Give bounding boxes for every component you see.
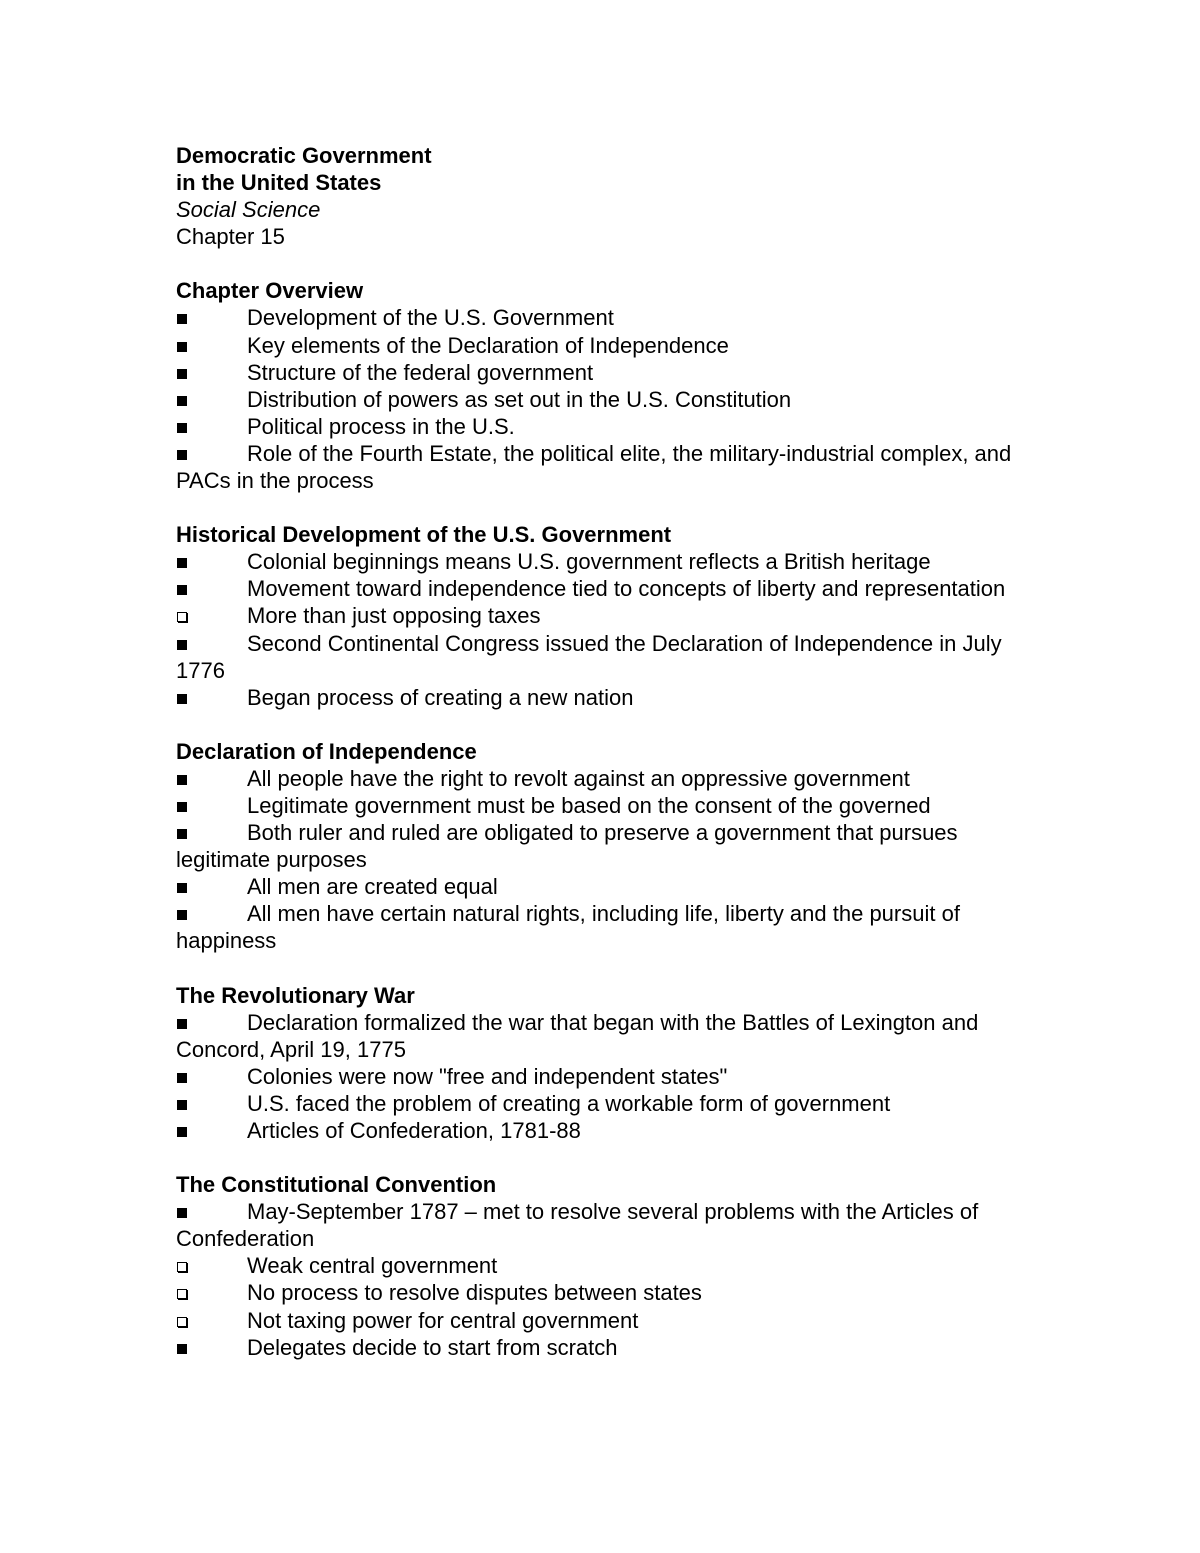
section-heading: The Constitutional Convention — [176, 1172, 497, 1198]
list-item-text: U.S. faced the problem of creating a workable form of government — [247, 1090, 891, 1116]
list-item — [176, 900, 1036, 954]
document-page — [176, 142, 1036, 1361]
bullet-icon — [176, 1117, 247, 1144]
filled-square-bullet-icon — [177, 802, 187, 812]
list-item — [176, 332, 1036, 359]
list-item-text: Structure of the federal government — [247, 359, 594, 385]
bullet-icon — [176, 1252, 247, 1279]
bullet-icon — [176, 900, 247, 927]
list-item — [176, 1090, 1036, 1117]
document-subject: Social Science — [176, 197, 321, 223]
hollow-square-bullet-icon — [177, 612, 187, 622]
section — [176, 521, 1036, 711]
section-heading: Declaration of Independence — [176, 738, 477, 764]
list-item-text: All men are created equal — [247, 874, 498, 900]
list-item — [176, 304, 1036, 331]
list-item-text: Delegates decide to start from scratch — [247, 1334, 618, 1360]
hollow-square-bullet-icon — [177, 1262, 187, 1272]
list-item-text: Legitimate government must be based on the consent of the governed — [247, 792, 931, 818]
list-item — [176, 1252, 1036, 1279]
filled-square-bullet-icon — [177, 314, 187, 324]
bullet-icon — [176, 765, 247, 792]
filled-square-bullet-icon — [177, 369, 187, 379]
filled-square-bullet-icon — [177, 396, 187, 406]
list-item-text: No process to resolve disputes between states — [247, 1280, 702, 1306]
bullet-icon — [176, 602, 247, 629]
section-heading: Chapter Overview — [176, 278, 364, 304]
list-item — [176, 548, 1036, 575]
list-item-text: Second Continental Congress issued the Declaration of Independence in July 1776 — [176, 630, 1002, 683]
list-item-text: May-September 1787 – met to resolve several problems with the Articles of Confederation — [176, 1199, 979, 1252]
bullet-icon — [176, 440, 247, 467]
bullet-icon — [176, 548, 247, 575]
list-item-text: Declaration formalized the war that began with the Battles of Lexington and Concord, April 19, 1775 — [176, 1009, 979, 1062]
list-item — [176, 359, 1036, 386]
list-item-text: Colonial beginnings means U.S. government reflects a British heritage — [247, 549, 931, 575]
list-item — [176, 819, 1036, 873]
list-item — [176, 575, 1036, 602]
list-item-text: Both ruler and ruled are obligated to preserve a government that pursues legitimate purposes — [176, 820, 958, 873]
list-item-text: Political process in the U.S. — [247, 413, 515, 439]
bullet-icon — [176, 386, 247, 413]
list-item — [176, 1334, 1036, 1361]
list-item-text: More than just opposing taxes — [247, 603, 541, 629]
list-item — [176, 1307, 1036, 1334]
bullet-icon — [176, 630, 247, 657]
list-item — [176, 792, 1036, 819]
list-item — [176, 873, 1036, 900]
hollow-square-bullet-icon — [177, 1317, 187, 1327]
bullet-icon — [176, 575, 247, 602]
bullet-icon — [176, 684, 247, 711]
filled-square-bullet-icon — [177, 829, 187, 839]
list-item — [176, 386, 1036, 413]
bullet-icon — [176, 332, 247, 359]
bullet-icon — [176, 1279, 247, 1306]
document-title-line-2: in the United States — [176, 170, 382, 196]
filled-square-bullet-icon — [177, 558, 187, 568]
list-item — [176, 413, 1036, 440]
bullet-icon — [176, 359, 247, 386]
filled-square-bullet-icon — [177, 585, 187, 595]
hollow-square-bullet-icon — [177, 1289, 187, 1299]
list-item — [176, 602, 1036, 629]
filled-square-bullet-icon — [177, 342, 187, 352]
bullet-icon — [176, 413, 247, 440]
list-item-text: Articles of Confederation, 1781-88 — [247, 1118, 581, 1143]
list-item — [176, 1117, 1036, 1144]
filled-square-bullet-icon — [177, 1073, 187, 1083]
list-item — [176, 440, 1036, 494]
list-item-text: Role of the Fourth Estate, the political elite, the military-industrial complex, and PACs in the process — [176, 440, 1012, 494]
filled-square-bullet-icon — [177, 1127, 187, 1137]
list-item — [176, 1198, 1036, 1252]
document-chapter: Chapter 15 — [176, 224, 285, 250]
filled-square-bullet-icon — [177, 1208, 187, 1218]
sections-container — [176, 277, 1036, 1360]
document-title-line-1: Democratic Government — [176, 143, 432, 168]
list-item-text: All men have certain natural rights, including life, liberty and the pursuit of happiness — [176, 901, 960, 954]
bullet-icon — [176, 1198, 247, 1225]
bullet-icon — [176, 873, 247, 900]
filled-square-bullet-icon — [177, 450, 187, 460]
list-item — [176, 1009, 1036, 1063]
bullet-icon — [176, 819, 247, 846]
list-item-text: Key elements of the Declaration of Independence — [247, 332, 729, 358]
list-item — [176, 765, 1036, 792]
list-item — [176, 1063, 1036, 1090]
section — [176, 1171, 1036, 1361]
filled-square-bullet-icon — [177, 1100, 187, 1110]
filled-square-bullet-icon — [177, 910, 187, 920]
filled-square-bullet-icon — [177, 694, 187, 704]
list-item-text: Not taxing power for central government — [247, 1307, 639, 1333]
filled-square-bullet-icon — [177, 640, 187, 650]
filled-square-bullet-icon — [177, 423, 187, 433]
list-item — [176, 1279, 1036, 1306]
section — [176, 738, 1036, 955]
section-heading: The Revolutionary War — [176, 982, 415, 1008]
list-item-text: All people have the right to revolt against an oppressive government — [247, 765, 910, 791]
bullet-icon — [176, 1334, 247, 1361]
filled-square-bullet-icon — [177, 883, 187, 893]
list-item-text: Colonies were now "free and independent states" — [247, 1063, 728, 1089]
bullet-icon — [176, 1009, 247, 1036]
list-item-text: Began process of creating a new nation — [247, 684, 634, 710]
filled-square-bullet-icon — [177, 775, 187, 785]
bullet-icon — [176, 304, 247, 331]
list-item-text: Development of the U.S. Government — [247, 305, 614, 331]
section — [176, 982, 1036, 1145]
list-item — [176, 684, 1036, 711]
list-item — [176, 630, 1036, 684]
bullet-icon — [176, 792, 247, 819]
bullet-icon — [176, 1307, 247, 1334]
section — [176, 277, 1036, 494]
filled-square-bullet-icon — [177, 1019, 187, 1029]
list-item-text: Movement toward independence tied to concepts of liberty and representation — [247, 576, 1006, 602]
section-heading: Historical Development of the U.S. Government — [176, 522, 672, 548]
bullet-icon — [176, 1063, 247, 1090]
bullet-icon — [176, 1090, 247, 1117]
list-item-text: Weak central government — [247, 1253, 498, 1279]
filled-square-bullet-icon — [177, 1344, 187, 1354]
list-item-text: Distribution of powers as set out in the U.S. Constitution — [247, 386, 792, 412]
